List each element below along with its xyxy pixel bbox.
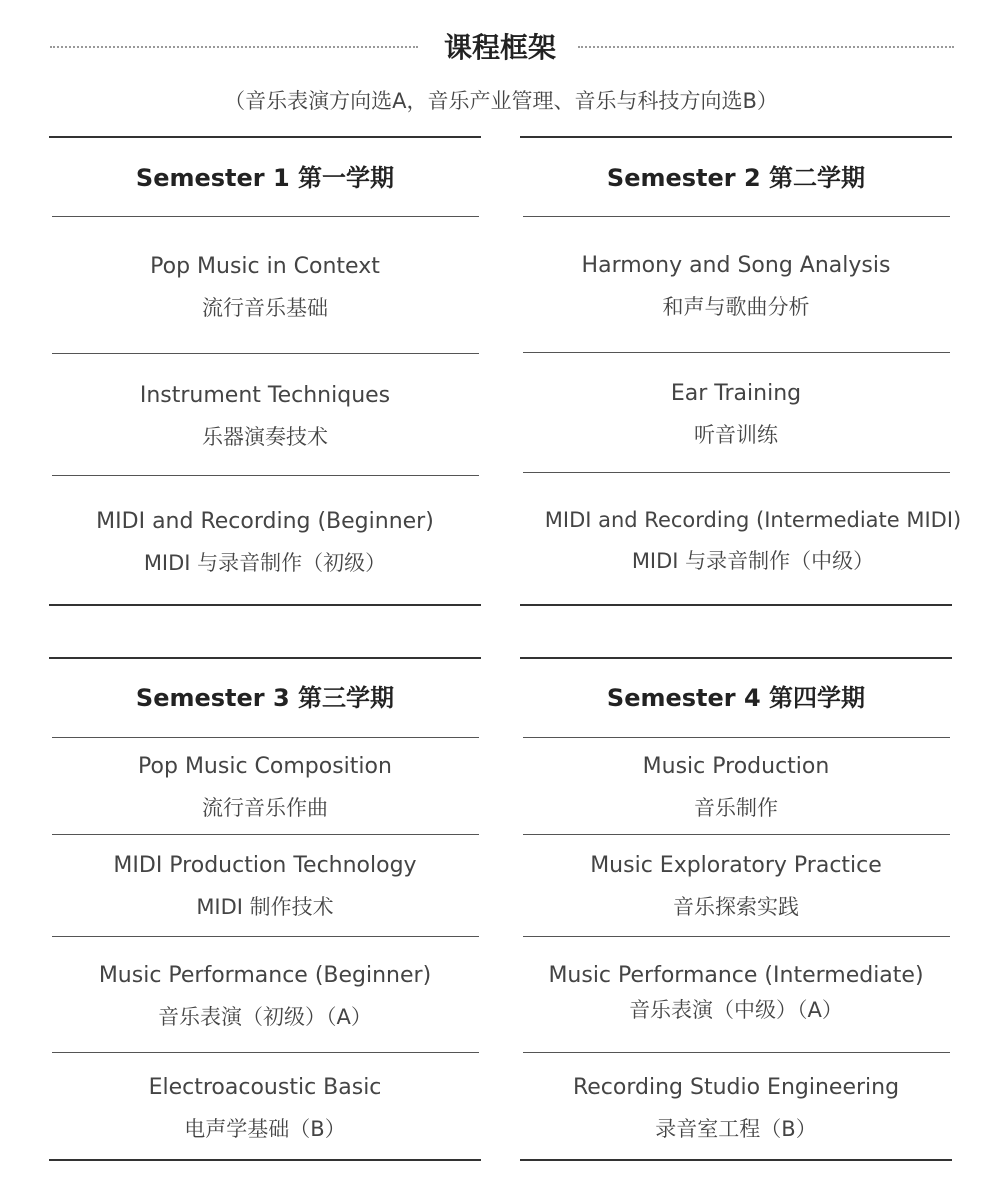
page-subtitle: （音乐表演方向选A，音乐产业管理、音乐与科技方向选B）: [224, 89, 778, 113]
course-name-zh: 音乐探索实践: [673, 895, 799, 919]
course-item: [508, 1073, 964, 1144]
course-name-en: MIDI and Recording (Intermediate MIDI): [544, 508, 962, 532]
heading-rule: [52, 216, 479, 217]
panel-bottom-rule: [49, 1159, 481, 1161]
course-divider: [52, 834, 479, 835]
course-name-zh: 流行音乐基础: [202, 296, 328, 320]
course-name-en: Music Performance (Beginner): [98, 963, 432, 988]
panel-top-rule: [520, 657, 952, 659]
heading-rule: [523, 737, 950, 738]
course-item: [37, 1073, 493, 1144]
title-divider-left: [50, 46, 418, 48]
panel-top-rule: [49, 136, 481, 138]
course-name-zh: 音乐表演（初级）（A）: [158, 1005, 372, 1029]
course-name-en: Recording Studio Engineering: [572, 1075, 900, 1100]
course-name-zh: MIDI 与录音制作（初级）: [143, 551, 387, 575]
semester-heading: Semester 4 第四学期: [606, 684, 866, 712]
course-name-zh: MIDI 制作技术: [196, 895, 334, 919]
course-divider: [523, 352, 950, 353]
course-name-en: Instrument Techniques: [139, 383, 391, 408]
course-item: [37, 507, 493, 578]
course-name-en: Music Production: [642, 754, 830, 779]
course-item: [37, 252, 493, 323]
course-item: [37, 961, 493, 1032]
semester-heading: Semester 1 第一学期: [135, 164, 395, 192]
panel-bottom-rule: [520, 1159, 952, 1161]
course-name-en: Harmony and Song Analysis: [581, 253, 891, 278]
course-divider: [523, 472, 950, 473]
panel-bottom-rule: [520, 604, 952, 606]
course-divider: [523, 936, 950, 937]
course-item: [520, 505, 986, 576]
course-divider: [523, 1052, 950, 1053]
panel-top-rule: [49, 657, 481, 659]
course-name-en: Pop Music Composition: [138, 754, 392, 779]
course-name-zh: 录音室工程（B）: [655, 1117, 817, 1141]
course-name-zh: 乐器演奏技术: [202, 425, 328, 449]
course-name-en: Music Exploratory Practice: [590, 853, 882, 878]
course-name-zh: 音乐制作: [694, 796, 778, 820]
course-name-en: Ear Training: [670, 381, 802, 406]
title-divider-right: [578, 46, 954, 48]
course-name-en: MIDI and Recording (Beginner): [96, 509, 434, 534]
course-divider: [52, 475, 479, 476]
course-name-en: MIDI Production Technology: [113, 853, 417, 878]
course-name-zh: 听音训练: [694, 423, 778, 447]
course-divider: [523, 834, 950, 835]
course-item: [508, 851, 964, 922]
page-title: 课程框架: [443, 31, 556, 64]
course-divider: [52, 936, 479, 937]
course-item: [37, 752, 493, 823]
semester-heading: Semester 3 第三学期: [135, 684, 395, 712]
course-name-en: Music Performance (Intermediate): [548, 963, 924, 988]
course-name-zh: MIDI 与录音制作（中级）: [631, 549, 875, 573]
course-item: [508, 752, 964, 823]
course-divider: [52, 353, 479, 354]
course-divider: [52, 1052, 479, 1053]
course-name-en: Pop Music in Context: [150, 254, 380, 279]
course-name-zh: 音乐表演（中级）（A）: [629, 998, 843, 1022]
course-item: [508, 251, 964, 322]
heading-rule: [523, 216, 950, 217]
course-item: [37, 851, 493, 922]
course-item: [508, 379, 964, 450]
course-name-zh: 电声学基础（B）: [184, 1117, 346, 1141]
course-name-zh: 和声与歌曲分析: [662, 295, 810, 319]
course-item: [508, 961, 964, 1025]
course-name-zh: 流行音乐作曲: [202, 796, 328, 820]
panel-bottom-rule: [49, 604, 481, 606]
course-name-en: Electroacoustic Basic: [148, 1075, 382, 1100]
semester-heading: Semester 2 第二学期: [606, 164, 866, 192]
panel-top-rule: [520, 136, 952, 138]
heading-rule: [52, 737, 479, 738]
course-item: [37, 381, 493, 452]
